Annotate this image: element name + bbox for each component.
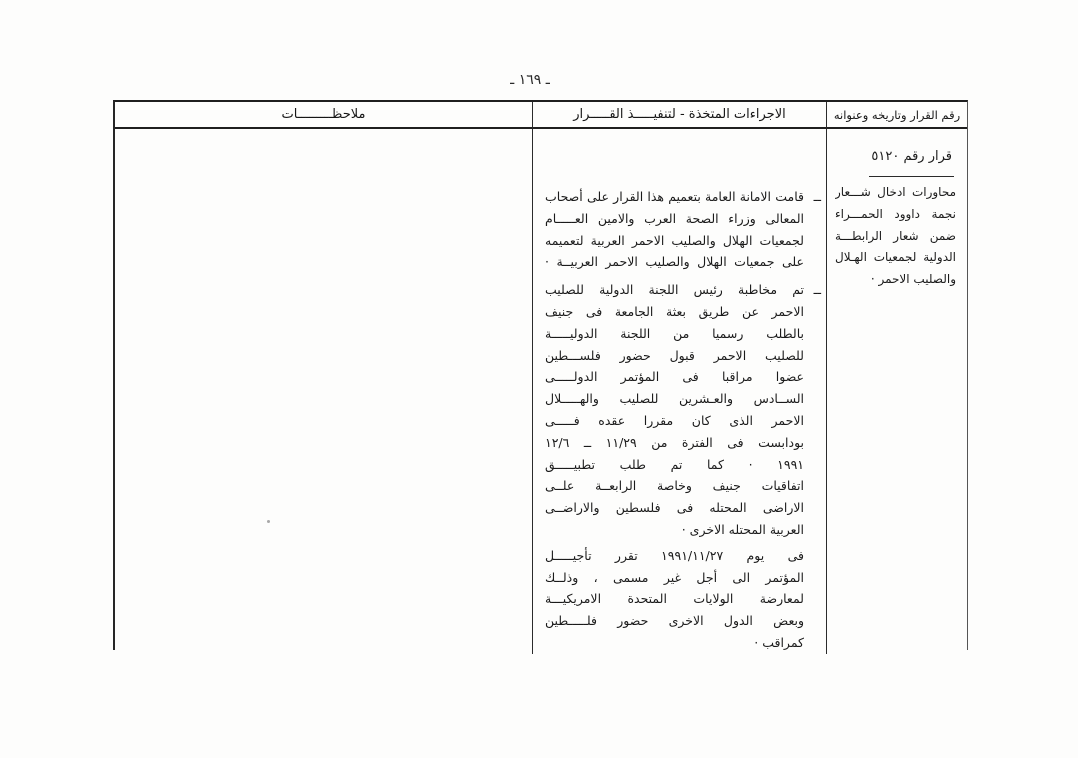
procedures-line: المعالى وزراء الصحة العرب والامين العـــــام: [545, 210, 804, 226]
decision-title-line: ضمن شعار الرابطـــة: [835, 228, 956, 243]
decision-title-line: الدولية لجمعيات الهـلال: [835, 250, 956, 265]
procedures-line: بودابست فى الفترة من ١١/٢٩ ــ ١٢/٦: [545, 434, 804, 450]
decision-title-line: محاورات ادخال شـــعار: [835, 185, 956, 199]
procedures-line: الاراضى المحتله فى فلسطين والاراضــى: [545, 500, 804, 516]
decisions-table: [113, 100, 968, 650]
decision-title: [835, 182, 956, 291]
procedures-line: الاحمر عن طريق بعثة الجامعة فى جنيف: [545, 303, 804, 319]
procedures-line: عضوا مراقبا فى المؤتمر الدولـــــى: [545, 369, 804, 385]
procedures-line: الاحمر الذى كان مقررا عقده فـــــى: [545, 412, 804, 428]
procedures-paragraph: [545, 279, 826, 541]
header-decision-number: رقم القرار وتاريخه وعنوانه: [826, 102, 967, 129]
decision-cell: [826, 129, 967, 654]
procedures-line: اتفاقيات جنيف وخاصة الرابعــة علــى: [545, 478, 804, 494]
procedures-line: بالطلب رسميا من اللجنة الدوليـــــة: [545, 325, 804, 341]
header-procedures: الاجراءات المتخذة - لتنفيـــــذ القـــــرار: [532, 102, 826, 129]
procedures-line: المؤتمر الى أجل غير مسمى ، وذلــك: [545, 569, 804, 585]
procedures-line: لمعارضة الولايات المتحدة الامريكيـــة: [545, 591, 804, 607]
procedures-line: تم مخاطبة رئيس اللجنة الدولية للصليب: [545, 282, 804, 298]
procedures-cell: [532, 129, 826, 654]
decision-title-line: نجمة داوود الحمـــراء: [835, 206, 956, 221]
procedures-line: فى يوم ١٩٩١/١١/٢٧ تقرر تأجيـــــل: [545, 547, 804, 563]
procedures-line: العربية المحتله الاخرى ·: [681, 521, 804, 537]
procedures-line: الســادس والعـشرين للصليب والهـــــلال: [545, 391, 804, 407]
decision-number: قرار رقم ٥١٢٠: [869, 149, 954, 177]
procedures-line: على جمعيات الهلال والصليب الاحمر العربيــة ·: [545, 254, 804, 270]
procedures-paragraph: [545, 186, 826, 273]
bullet-dash-icon: ــ: [813, 282, 821, 298]
scan-speck: [267, 520, 270, 523]
procedures-line: وبعض الدول الاخرى حضور فلـــــطين: [545, 613, 804, 629]
procedures-line: لجمعيات الهلال والصليب الاحمر العربية لتعميمه: [545, 232, 804, 248]
procedures-line: كمراقب ·: [754, 634, 804, 650]
page-number: ـ ١٦٩ ـ: [510, 72, 550, 88]
procedures-line: قامت الامانة العامة بتعميم هذا القرار على أصحاب: [545, 189, 804, 204]
procedures-paragraph: [545, 545, 826, 654]
procedures-line: ١٩٩١ · كما تم طلب تطبيـــــق: [545, 456, 804, 472]
procedures-line: للصليب الاحمر قبول حضور فلســـطين: [545, 347, 804, 363]
header-notes: ملاحظـــــــــات: [115, 102, 532, 129]
bullet-dash-icon: ــ: [813, 189, 821, 204]
notes-cell: [115, 129, 532, 654]
decision-title-line: والصليب الاحمر ·: [870, 272, 956, 287]
